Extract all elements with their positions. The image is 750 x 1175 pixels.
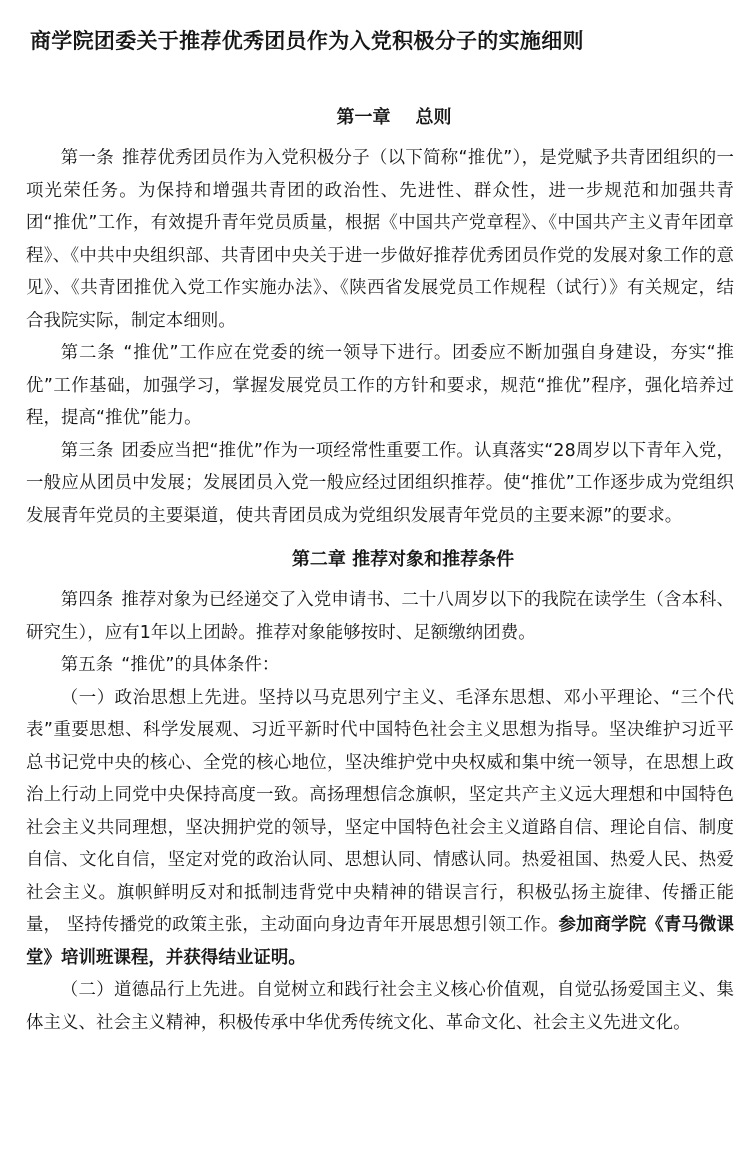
item-1 [26,682,734,975]
item-2-label: （二） [60,980,114,1000]
item-1-label: （一） [60,687,115,708]
item-2-text: 道德品行上先进。自觉树立和践行社会主义核心价值观，自觉弘扬爱国主义、集体主义、社会主义精神，积极传承中华优秀传统文化、革命文化、社会主义先进文化。 [26,980,734,1033]
article-4 [26,584,734,649]
article-4-text: 推荐对象为已经递交了入党申请书、二十八周岁以下的我院在读学生（含本科、研究生），应有1年以上团龄。推荐对象能够按时、足额缴纳团费。 [26,590,734,643]
chapter-1-label: 第一章 [336,107,391,128]
document-title: 商学院团委关于推荐优秀团员作为入党积极分子的实施细则 [30,29,584,53]
chapter-1-name: 总则 [415,107,452,128]
item-2 [26,974,734,1039]
article-1-label: 第一条 [60,148,114,168]
article-5-label: 第五条 [60,655,114,675]
article-3 [26,435,734,533]
article-3-text: 团委应当把“推优”作为一项经常性重要工作。认真落实“28周岁以下青年入党，一般应从团员中发展；发展团员入党一般应经过团组织推荐。使“推优”工作逐步成为党组织发展青年党员的主要渠道，使共青团员成为党组织发展青年党员的主要来源”的要求。 [26,440,734,526]
article-5 [26,649,734,682]
chapter-2-heading [26,546,734,574]
article-2-text: “推优”工作应在党委的统一领导下进行。团委应不断加强自身建设，夯实“推优”工作基础，加强学习，掌握发展党员工作的方针和要求，规范“推优”程序，强化培养过程，提高“推优”能力。 [26,343,734,428]
chapter-1-heading [26,104,734,132]
chapter-2-name: 推荐对象和推荐条件 [352,549,515,570]
article-2 [26,337,734,435]
chapter-2-label: 第二章 [291,549,346,570]
article-1-text: 推荐优秀团员作为入党积极分子（以下简称“推优”），是党赋予共青团组织的一项光荣任务。为保持和增强共青团的政治性、先进性、群众性，进一步规范和加强共青团“推优”工作，有效提升青年党员质量，根据《中国共产党章程》、《中国共产主义青年团章程》、《中共中央组织部、共青团中央关于进一步做好推荐优秀团员作党的发展对象工作的意见》、《共青团推优入党工作实施办法》、《陕西省发展党员工作规程（试行）》有关规定，结合我院实际，制定本细则。 [26,148,734,331]
item-1-bold-text: 参加商学院《青马微课堂》培训班课程，并获得结业证明。 [26,915,734,968]
article-4-label: 第四条 [60,590,114,610]
article-1 [26,142,734,337]
article-2-label: 第二条 [60,343,116,363]
item-2-clip [26,974,734,1040]
item-1-text: 政治思想上先进。坚持以马克思列宁主义、毛泽东思想、邓小平理论、“三个代表”重要思想、科学发展观、习近平新时代中国特色社会主义思想为指导。坚决维护习近平总书记党中央的核心、全党的核心地位，坚决维护党中央权威和集中统一领导，在思想上政治上行动上同党中央保持高度一致。高扬理想信念旗帜，坚定共产主义远大理想和中国特色社会主义共同理想，坚决拥护党的领导，坚定中国特色社会主义道路自信、理论自信、制度自信、文化自信，坚定对党的政治认同、思想认同、情感认同。热爱祖国、热爱人民、热爱社会主义。旗帜鲜明反对和抵制违背党中央精神的错误言行，积极弘扬主旋律、传播正能量， 坚持传播党的政策主张，主动面向身边青年开展思想引领工作。 [26,687,735,935]
article-3-label: 第三条 [60,440,114,461]
article-5-text: “推优”的具体条件： [121,655,280,675]
